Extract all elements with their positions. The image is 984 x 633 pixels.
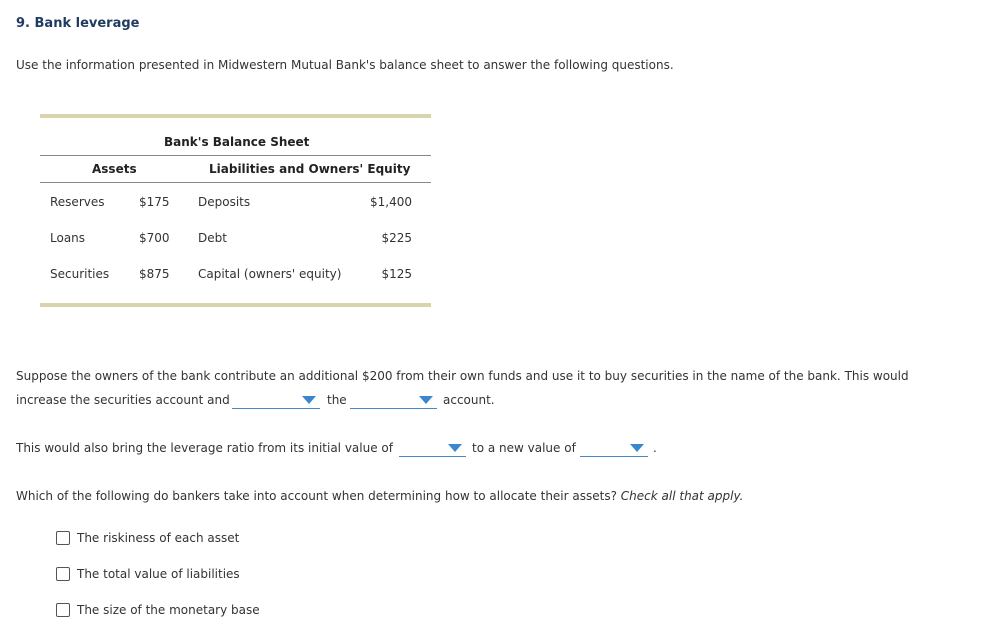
chevron-down-icon — [448, 444, 462, 452]
asset-name: Securities — [50, 267, 110, 281]
option-label[interactable]: The riskiness of each asset — [77, 531, 240, 545]
option-label[interactable]: The size of the monetary base — [77, 603, 260, 617]
part2-text-c: . — [653, 441, 657, 455]
balance-sheet-title: Bank's Balance Sheet — [164, 135, 310, 149]
new-leverage-dropdown[interactable] — [580, 438, 648, 457]
account-action-dropdown[interactable] — [232, 390, 320, 409]
title-divider — [40, 155, 431, 156]
question-title: 9. Bank leverage — [16, 16, 140, 31]
liability-value: $1,400 — [370, 195, 412, 209]
part3-instruction: Check all that apply. — [620, 489, 744, 503]
table-top-border — [40, 114, 431, 118]
part3-prompt-line — [16, 489, 743, 503]
liability-name: Debt — [198, 231, 227, 245]
chevron-down-icon — [630, 444, 644, 452]
header-divider — [40, 182, 431, 183]
account-type-dropdown[interactable] — [350, 390, 437, 409]
liability-value: $125 — [381, 267, 412, 281]
checkbox-total-liabilities[interactable] — [56, 567, 70, 581]
part2-text-b: to a new value of — [472, 441, 576, 455]
asset-value: $175 — [139, 195, 170, 209]
liability-name: Capital (owners' equity) — [198, 267, 342, 281]
question-intro: Use the information presented in Midwestern Mutual Bank's balance sheet to answer the following questions. — [16, 58, 674, 72]
liability-value: $225 — [381, 231, 412, 245]
checkbox-riskiness[interactable] — [56, 531, 70, 545]
table-bottom-border — [40, 303, 431, 307]
chevron-down-icon — [302, 396, 316, 404]
liabilities-header: Liabilities and Owners' Equity — [209, 162, 411, 176]
part1-text-line2c: account. — [443, 393, 495, 407]
liability-name: Deposits — [198, 195, 251, 209]
assets-header: Assets — [92, 162, 137, 176]
asset-name: Loans — [50, 231, 86, 245]
initial-leverage-dropdown[interactable] — [399, 438, 466, 457]
option-label[interactable]: The total value of liabilities — [77, 567, 240, 581]
chevron-down-icon — [419, 396, 433, 404]
asset-value: $875 — [139, 267, 170, 281]
part2-text-a: This would also bring the leverage ratio from its initial value of — [16, 441, 393, 455]
part3-prompt: Which of the following do bankers take into account when determining how to allocate their assets? — [16, 489, 617, 503]
part1-text-line1: Suppose the owners of the bank contribute an additional $200 from their own funds and use it to buy securities in the name of the bank. This would — [16, 369, 909, 383]
part1-text-line2b: the — [327, 393, 347, 407]
asset-name: Reserves — [50, 195, 105, 209]
asset-value: $700 — [139, 231, 170, 245]
part1-text-line2a: increase the securities account and — [16, 393, 230, 407]
checkbox-monetary-base[interactable] — [56, 603, 70, 617]
